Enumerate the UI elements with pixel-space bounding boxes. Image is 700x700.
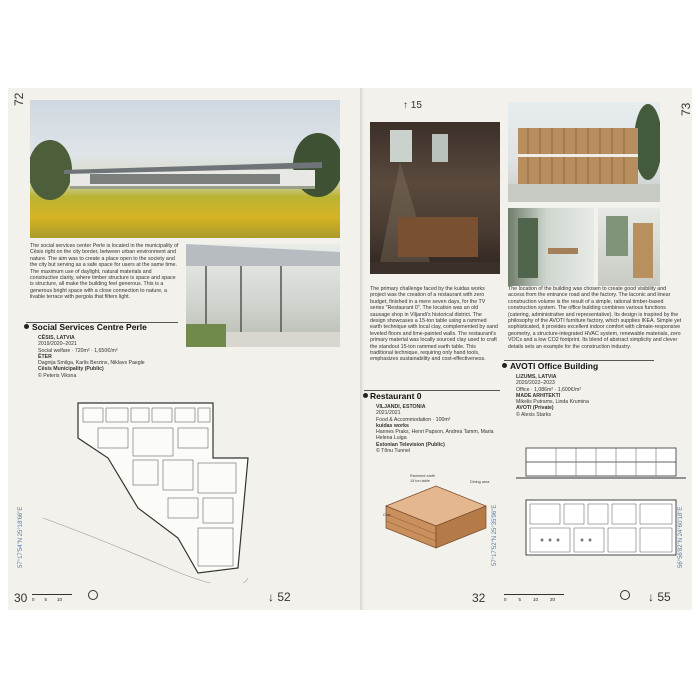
perle-floor-plan: [38, 398, 338, 583]
restaurant-client: Estonian Television (Public): [376, 441, 445, 448]
avoti-exterior-photo: [508, 102, 660, 202]
bottom-page-ref: ↓ 55: [648, 590, 671, 604]
restaurant-text: The primary challenge faced by the kuidas works project was the creation of a restaurant with zero budget, finished in a mere seven days, for the TV series "Restaurant 0". The location was an old sausage shop in Viljandi's historical district. The design showcases a 15-ton table using a rammed earth technique with local clay, complemented by sand leveled floors and lime-painted walls. The restaurant's primary material was locally sourced clay used to craft the standout 15-ton rammed earth table. This traditional technique, requiring only hand tools, emphasizes sustainability and cost-effectiveness.: [370, 286, 498, 363]
scale-labels: 0 5 10: [32, 597, 63, 602]
table-axonometric-diagram: [376, 476, 496, 556]
avoti-exterior-illustration: [508, 102, 660, 202]
perle-intro-text: The social services center Perle is located in the municipality of Cēsis right on the city border, between urban environment and nature. The aim was to create a place open to the society and the city but serving as a safe space for users at the same time. The maximum use of daylight, natural materials and constructive clarity, where timber structure is space and space is structure, all make the building feel generous. This is a generous bright space with a close connection to nature, a livable terrace with pergola that filters light.: [30, 243, 179, 301]
bullet-icon: [502, 363, 507, 368]
avoti-interior-illustration-2: [598, 208, 660, 286]
left-coordinates: 57°17'54"N 25°18'66"E: [18, 506, 24, 568]
top-page-ref: ↑ 15: [403, 100, 422, 111]
avoti-plan-drawing: [516, 490, 686, 570]
restaurant-location: VILJANDI, ESTONIA: [376, 404, 426, 410]
gutter: [360, 88, 364, 610]
pergola-illustration: [186, 244, 340, 347]
avoti-floor-plan: [516, 490, 686, 570]
avoti-team: Mikelis Putrams, Linda Krumina: [516, 399, 589, 406]
avoti-title: AVOTI Office Building: [510, 361, 599, 371]
diagram-label-4: Clay: [383, 513, 391, 517]
perle-title: Social Services Centre Perle: [32, 322, 147, 332]
right-coordinates-2: 56°56'82"N 24°60'18"E: [678, 506, 684, 568]
avoti-client: AVOTI (Private): [516, 405, 554, 412]
bullet-icon: [24, 324, 29, 329]
building-illustration: [30, 100, 340, 238]
perle-pergola-photo: [186, 244, 340, 347]
scale-bar: [32, 594, 72, 595]
bullet-icon: [363, 393, 368, 398]
perle-meta: [38, 335, 183, 379]
avoti-meta: [516, 374, 656, 418]
avoti-interior-illustration-1: [508, 208, 594, 286]
table-diagram-drawing: [376, 476, 496, 556]
scale-labels: 0 5 10 20: [504, 597, 556, 602]
page-number-top-left: 72: [12, 92, 26, 106]
north-arrow-icon: [88, 590, 98, 600]
floor-plan-drawing: [38, 398, 338, 583]
avoti-location: LIZUMS, LATVIA: [516, 374, 557, 380]
restaurant-team: Hannes Praks, Henri Papson, Andrea Tamm, Maria Helena Luiga: [376, 429, 494, 442]
avoti-interior-photo-2: [598, 208, 660, 286]
next-page-ref: ↓ 52: [268, 590, 291, 604]
page-number-bottom-right-left: 32: [472, 591, 486, 605]
right-coordinates-1: 57°17'52"N 25°35'96"E: [492, 504, 498, 566]
avoti-years: 2020/2022–2023: [516, 380, 555, 387]
page-number-bottom-left: 30: [14, 591, 28, 605]
perle-client: Cēsis Municipality (Public): [38, 366, 104, 373]
perle-team: Dagnija Smilga, Karlis Berzins, Niklavs Paegle: [38, 360, 145, 367]
book-spread: [8, 88, 692, 610]
avoti-architect: MADE ARHITEKTI: [516, 392, 561, 399]
avoti-interior-photo-1: [508, 208, 594, 286]
perle-exterior-photo: [30, 100, 340, 238]
north-arrow-icon: [620, 590, 630, 600]
restaurant-program: Food & Accommodation · 100m²: [376, 416, 451, 423]
restaurant-architect: kuidas works: [376, 422, 409, 429]
perle-location: CĒSIS, LATVIA: [38, 335, 75, 341]
avoti-program: Office · 1,086m² · 1,600€/m²: [516, 386, 582, 393]
diagram-label-2: 15 ton table: [410, 479, 430, 483]
restaurant-interior-photo: [370, 122, 500, 274]
avoti-text: The location of the building was chosen to create good visibility and access from the entrance road and the factory. The laconic and linear construction volume is the result of a simple, rational timber-based construction system. The office building combines various functions (catering, administrative and representative). Its design is inspired by the philosophy of the AVOTI furniture factory, which supplies IKEA. Simple yet sophisticated, it provides excellent indoor comfort with climate-responsive geometry, a structure-integrated HVAC system, renewable materials, zero VOCs and a low CO2 footprint. Its blend of abstract simplicity and clever details sets an example for the construction industry.: [508, 286, 682, 350]
restaurant-years: 2021/2021: [376, 410, 401, 417]
restaurant-meta: [376, 404, 500, 454]
section-drawing: [516, 444, 686, 484]
perle-years: 2019/2020–2021: [38, 341, 77, 348]
perle-photo-credit: © Peteris Viksna: [38, 372, 77, 379]
avoti-section-drawing: [516, 444, 686, 484]
diagram-label-1: Rammed earth: [410, 474, 436, 478]
diagram-label-3: Dining area: [470, 480, 490, 484]
scale-bar: [504, 594, 564, 595]
restaurant-illustration: [370, 122, 500, 274]
page-number-top-right: 73: [679, 102, 693, 116]
avoti-photo-credit: © Alexis Starks: [516, 411, 551, 418]
perle-architect: ĒTER: [38, 353, 52, 360]
restaurant-title: Restaurant 0: [370, 391, 422, 401]
perle-program: Social welfare · 720m² · 1,650€/m²: [38, 347, 118, 354]
restaurant-photo-credit: © Tõnu Tunnel: [376, 448, 411, 455]
